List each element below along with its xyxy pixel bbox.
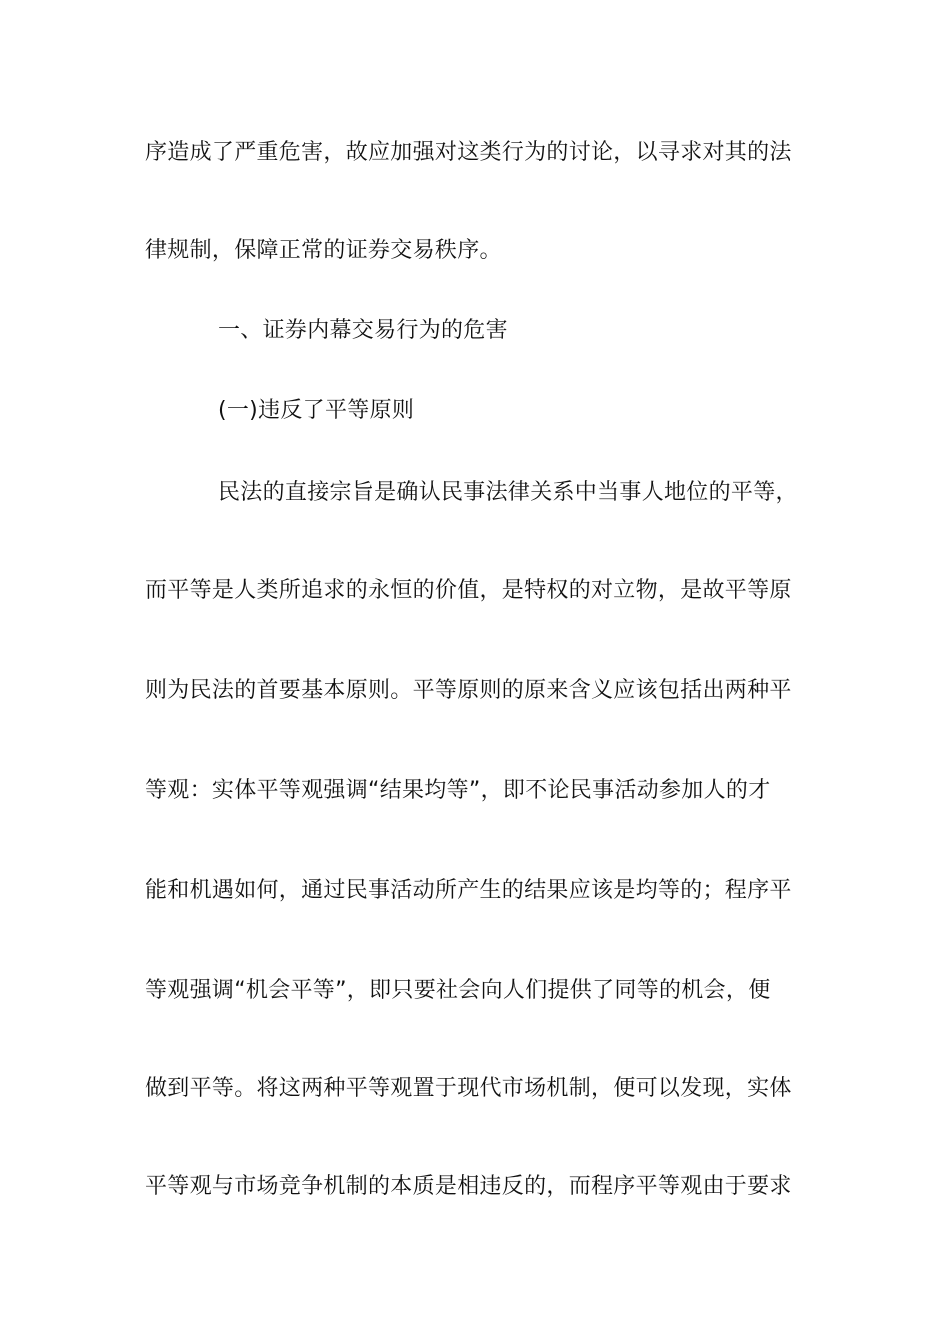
- section-heading: 一、证券内幕交易行为的危害: [218, 318, 508, 343]
- paragraph-first-line: 民法的直接宗旨是确认民事法律关系中当事人地位的平等，: [218, 480, 798, 505]
- paragraph-line: 律规制，保障正常的证券交易秩序。: [145, 238, 502, 263]
- paragraph-line: 序造成了严重危害，故应加强对这类行为的讨论，以寻求对其的法: [145, 140, 792, 165]
- paragraph-line: 等观强调“机会平等”，即只要社会向人们提供了同等的机会，便: [145, 978, 771, 1003]
- paragraph-line: 平等观与市场竞争机制的本质是相违反的，而程序平等观由于要求: [145, 1174, 792, 1199]
- paragraph-line: 而平等是人类所追求的永恒的价值，是特权的对立物，是故平等原: [145, 578, 792, 603]
- subsection-heading: (一)违反了平等原则: [218, 398, 415, 423]
- paragraph-line: 则为民法的首要基本原则。平等原则的原来含义应该包括出两种平: [145, 678, 792, 703]
- paragraph-line: 做到平等。将这两种平等观置于现代市场机制，便可以发现，实体: [145, 1076, 792, 1101]
- paragraph-line: 能和机遇如何，通过民事活动所产生的结果应该是均等的；程序平: [145, 878, 792, 903]
- paragraph-line: 等观：实体平等观强调“结果均等”，即不论民事活动参加人的才: [145, 778, 771, 803]
